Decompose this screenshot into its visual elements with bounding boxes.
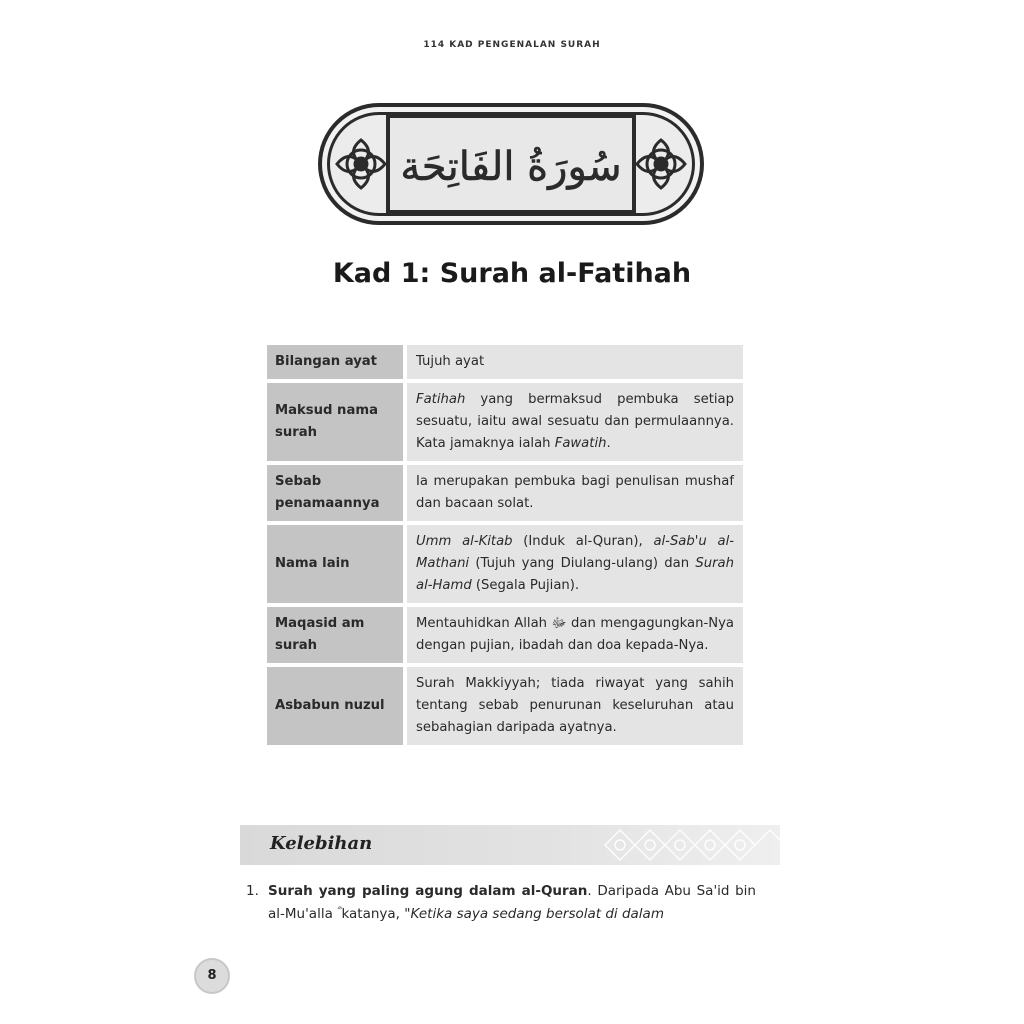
row-value: Tujuh ayat [407,345,743,379]
item-text: Surah yang paling agung dalam al-Quran. Daripada Abu Sa'id bin al-Mu'alla ؓ katanya, "Ketika saya sedang bersolat di dalam [268,883,756,922]
arabic-surah-title: سُورَةُ الفَاتِحَة [400,144,622,190]
row-label: Maqasid am surah [267,607,403,663]
decorative-pattern-icon [595,825,780,865]
table-row [267,345,743,379]
row-value: Umm al-Kitab (Induk al-Quran), al-Sab'u al-Mathani (Tujuh yang Diulang-ulang) dan Surah al-Hamd (Segala Pujian). [407,525,743,603]
row-label: Sebab penamaannya [267,465,403,521]
table-row [267,383,743,461]
row-label: Bilangan ayat [267,345,403,379]
table-row [267,465,743,521]
kelebihan-heading: Kelebihan [270,833,373,854]
row-label: Maksud nama surah [267,383,403,461]
row-label: Nama lain [267,525,403,603]
row-value: Surah Makkiyyah; tiada riwayat yang sahih tentang sebab penurunan keseluruhan atau sebahagian daripada ayatnya. [407,667,743,745]
page-number: 8 [194,958,230,994]
table-row [267,667,743,745]
row-label: Asbabun nuzul [267,667,403,745]
surah-title-cartouche [316,100,706,228]
running-head: 114 KAD PENGENALAN SURAH [423,40,601,50]
table-row [267,607,743,663]
kelebihan-item-1 [246,880,756,926]
item-number: 1. [246,883,259,899]
page-title: Kad 1: Surah al-Fatihah [332,258,692,289]
row-value: Ia merupakan pembuka bagi penulisan mushaf dan bacaan solat. [407,465,743,521]
surah-info-table [263,341,747,749]
row-value: Fatihah yang bermaksud pembuka setiap sesuatu, iaitu awal sesuatu dan permulaannya. Kata jamaknya ialah Fawatih. [407,383,743,461]
row-value: Mentauhidkan Allah ﷻ dan mengagungkan-Nya dengan pujian, ibadah dan doa kepada-Nya. [407,607,743,663]
table-row [267,525,743,603]
